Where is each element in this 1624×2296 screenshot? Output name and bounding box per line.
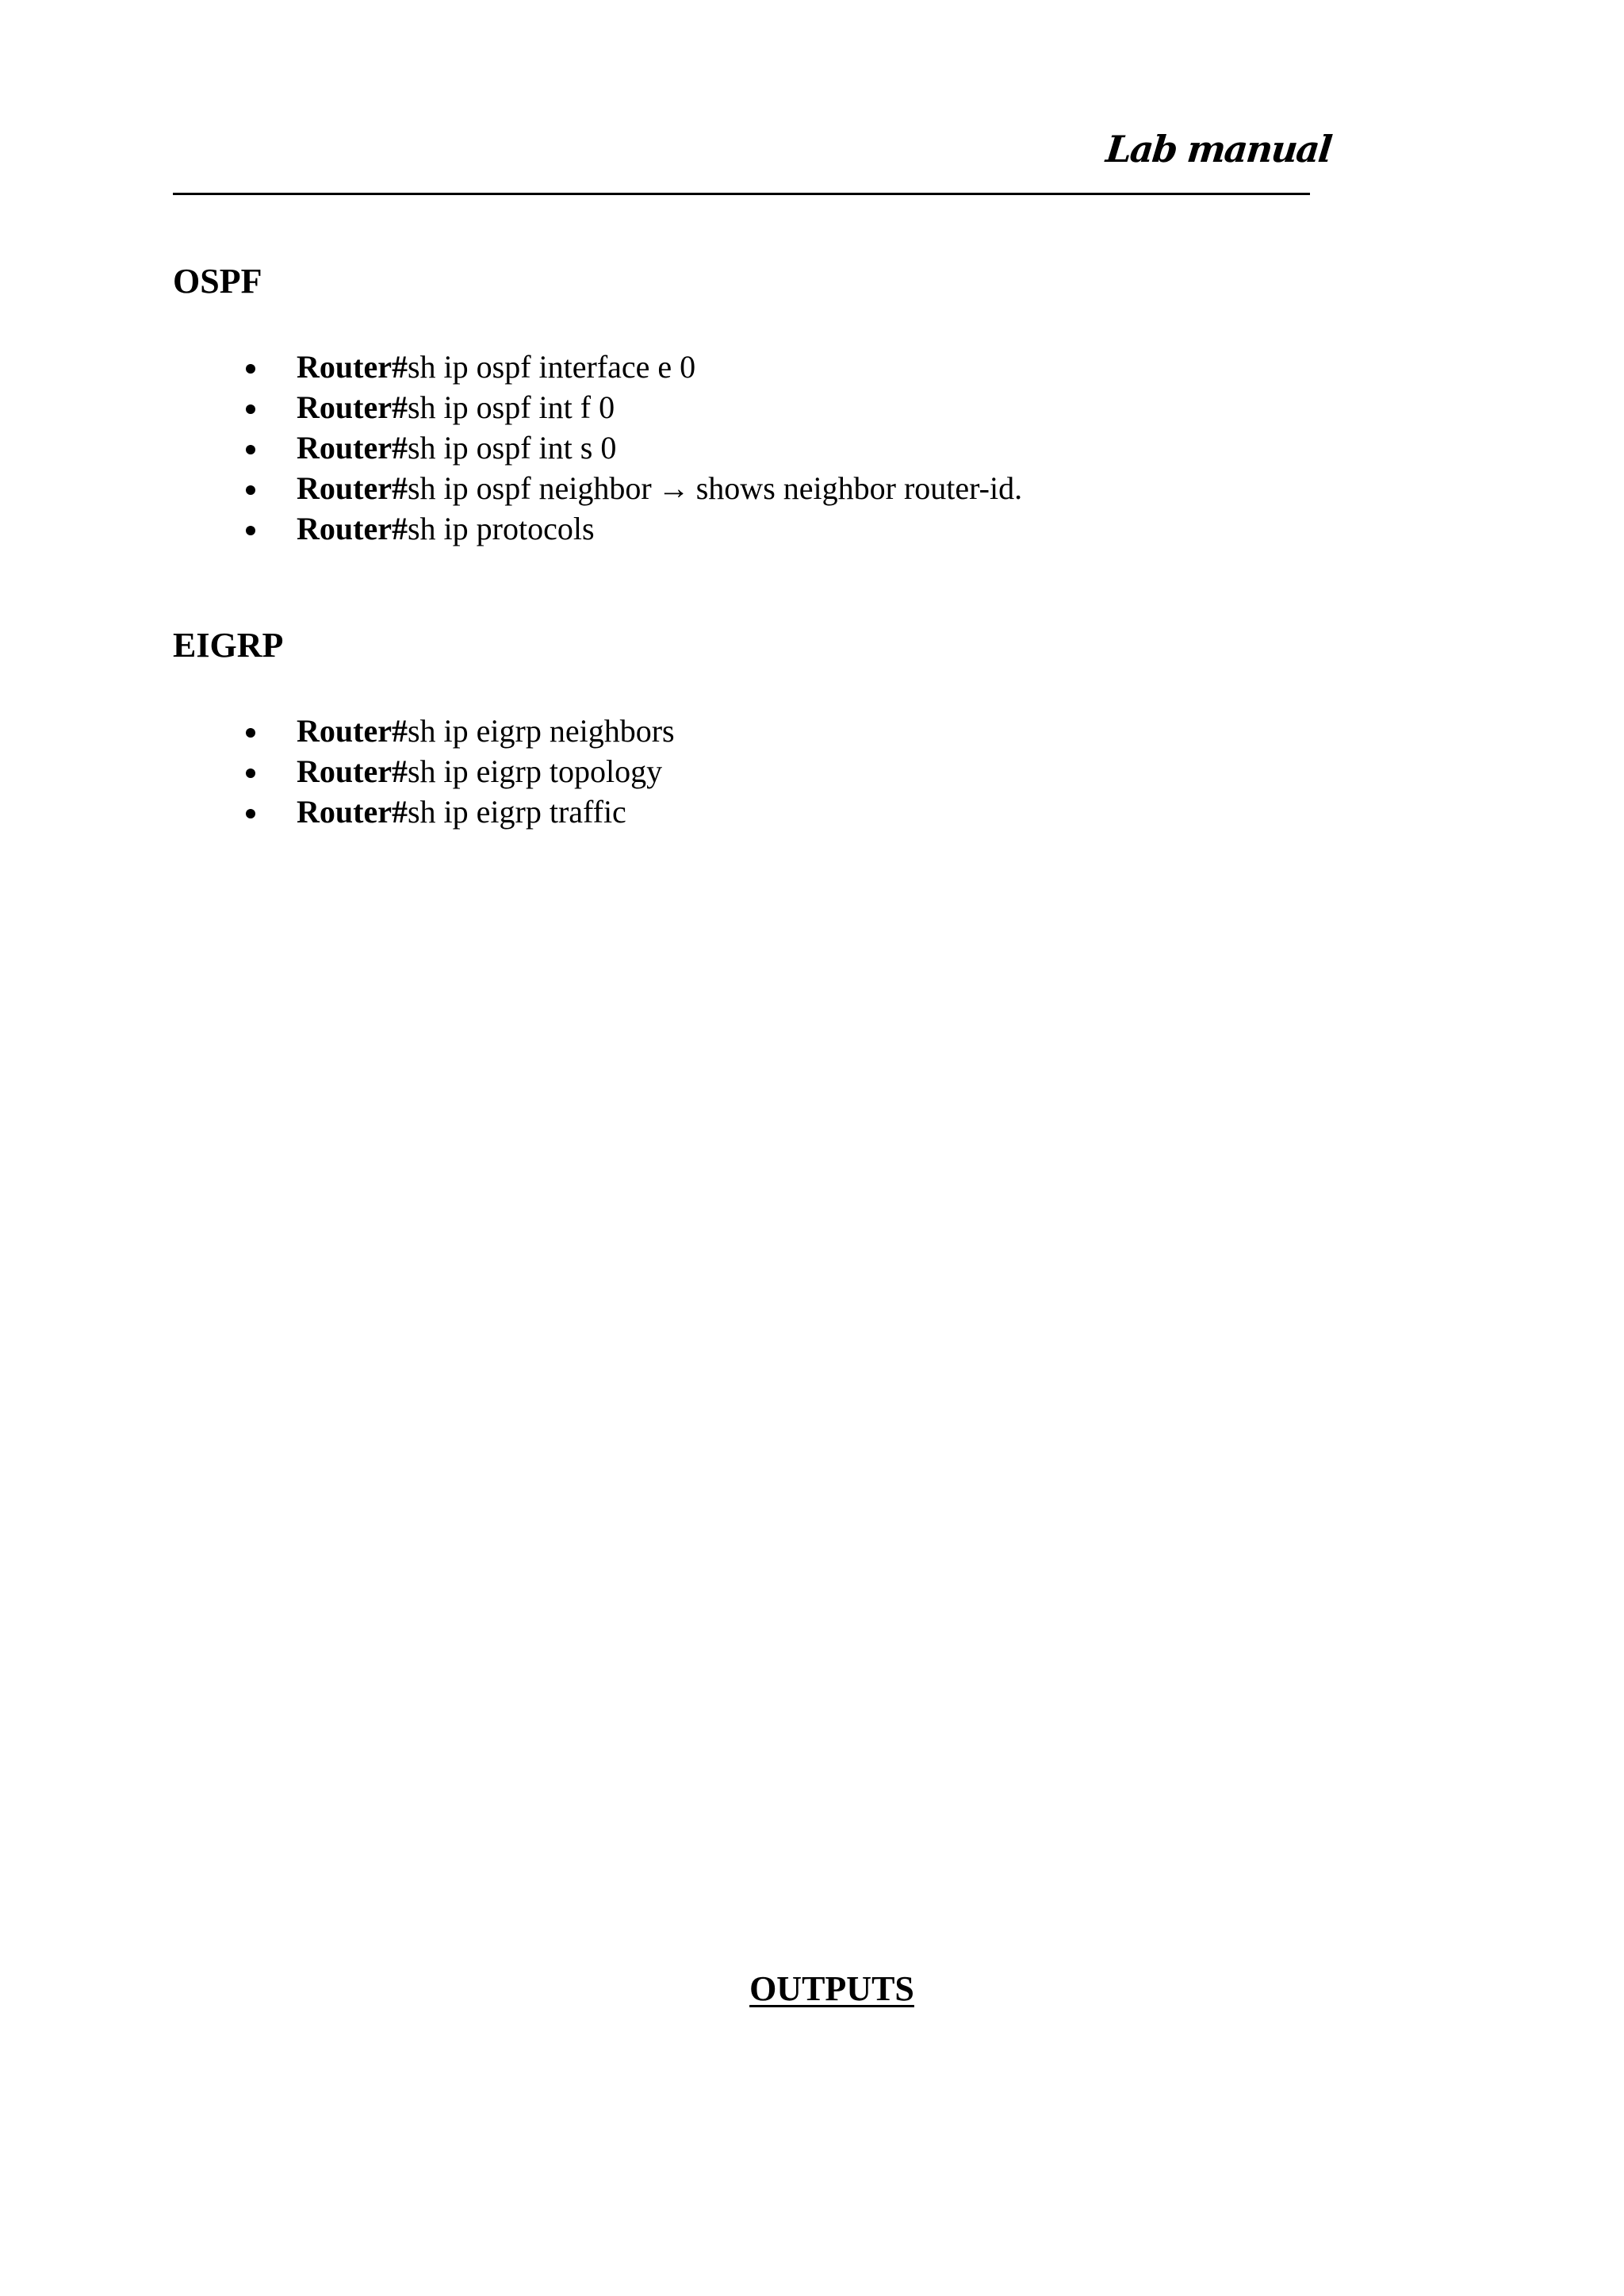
header-rule (173, 193, 1310, 195)
router-prompt: Router# (297, 794, 408, 830)
command-text: sh ip eigrp traffic (407, 794, 626, 830)
bullet-icon (246, 485, 255, 495)
command-text: sh ip eigrp neighbors (407, 713, 675, 749)
command-text: sh ip ospf neighbor (407, 470, 652, 506)
router-prompt: Router# (297, 430, 408, 466)
arrow-right-icon: → (657, 470, 690, 506)
command-line (297, 715, 675, 748)
command-line (297, 351, 695, 384)
command-text: sh ip ospf int s 0 (407, 430, 617, 466)
command-text: sh ip ospf int f 0 (407, 389, 615, 425)
section-heading-eigrp: EIGRP (173, 626, 284, 665)
command-note: shows neighbor router-id. (695, 470, 1023, 506)
command-text: sh ip ospf interface e 0 (407, 349, 696, 385)
page-header-label: Lab manual (1104, 128, 1333, 171)
router-prompt: Router# (297, 511, 408, 546)
command-line (297, 391, 615, 424)
bullet-icon (246, 809, 255, 818)
command-line (297, 795, 626, 829)
command-text: sh ip protocols (407, 511, 595, 546)
command-text: sh ip eigrp topology (407, 753, 663, 789)
router-prompt: Router# (297, 713, 408, 749)
bullet-icon (246, 526, 255, 535)
router-prompt: Router# (297, 389, 408, 425)
command-line (297, 431, 616, 465)
router-prompt: Router# (297, 753, 408, 789)
bullet-icon (246, 728, 255, 738)
bullet-icon (246, 364, 255, 374)
section-heading-ospf: OSPF (173, 262, 262, 301)
router-prompt: Router# (297, 349, 408, 385)
bullet-icon (246, 769, 255, 778)
command-line (297, 472, 1022, 505)
router-prompt: Router# (297, 470, 408, 506)
command-line (297, 755, 662, 788)
command-line (297, 512, 595, 546)
bullet-icon (246, 445, 255, 454)
outputs-heading: OUTPUTS (749, 1969, 914, 2008)
bullet-icon (246, 404, 255, 414)
